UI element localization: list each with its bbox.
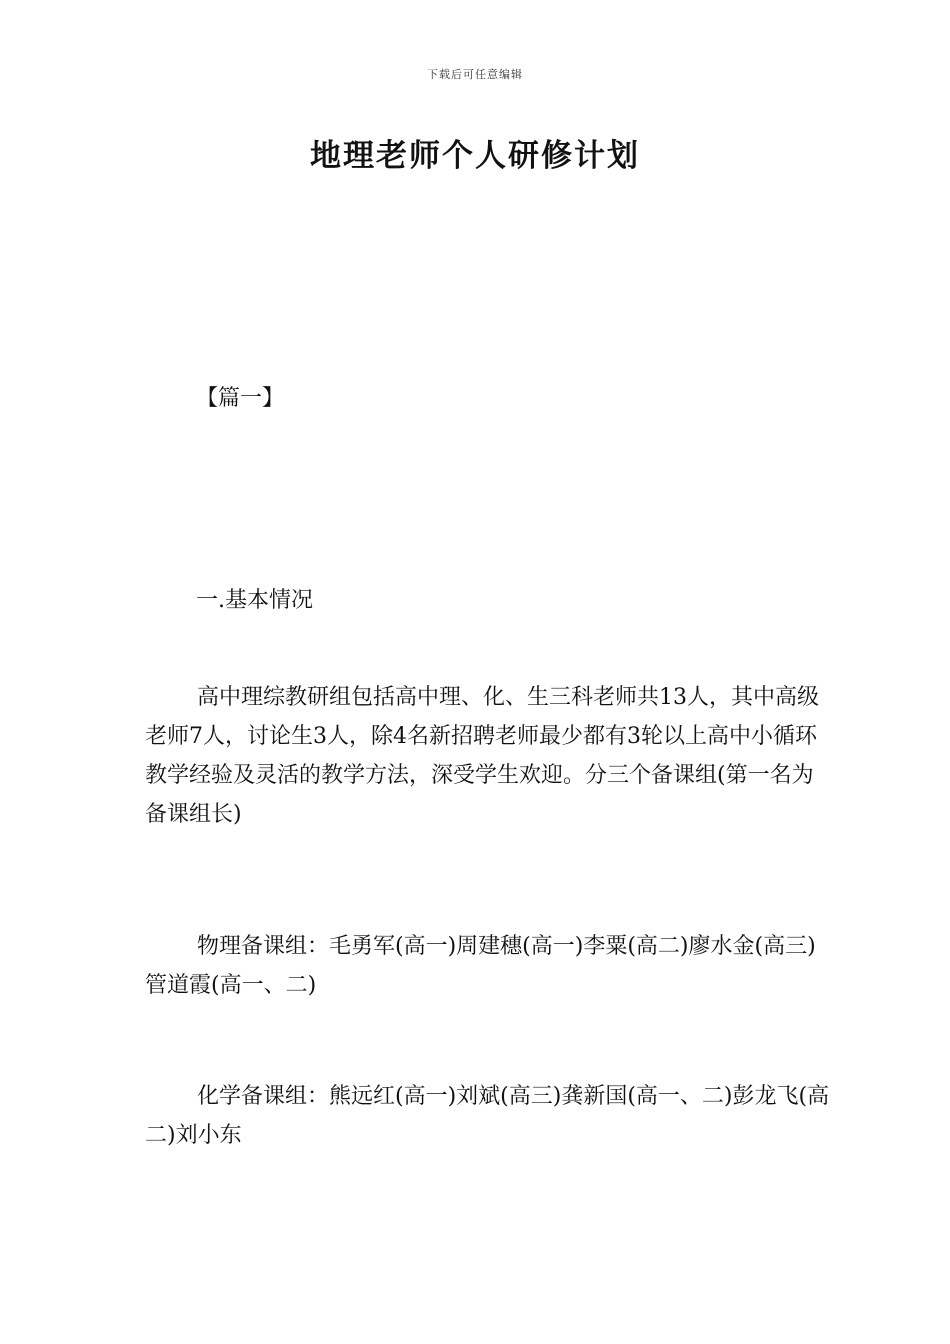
- heading-basic-situation: 一.基本情况: [196, 588, 313, 613]
- paragraph-overview: 高中理综教研组包括高中理、化、生三科老师共13人，其中高级老师7人，讨论生3人，除4名新招聘老师最少都有3轮以上高中小循环教学经验及灵活的教学方法，深受学生欢迎。分三个备课组(第一名为备课组长): [145, 685, 819, 827]
- section-label: 【篇一】: [196, 386, 285, 411]
- document-title: 地理老师个人研修计划: [310, 138, 640, 174]
- paragraph-physics-group: 物理备课组：毛勇军(高一)周建穗(高一)李粟(高二)廖水金(高三)管道霞(高一、二): [145, 934, 816, 998]
- header-note: 下载后可任意编辑: [427, 68, 523, 81]
- paragraph-chemistry-group: 化学备课组：熊远红(高一)刘斌(高三)龚新国(高一、二)彭龙飞(高二)刘小东: [145, 1084, 830, 1148]
